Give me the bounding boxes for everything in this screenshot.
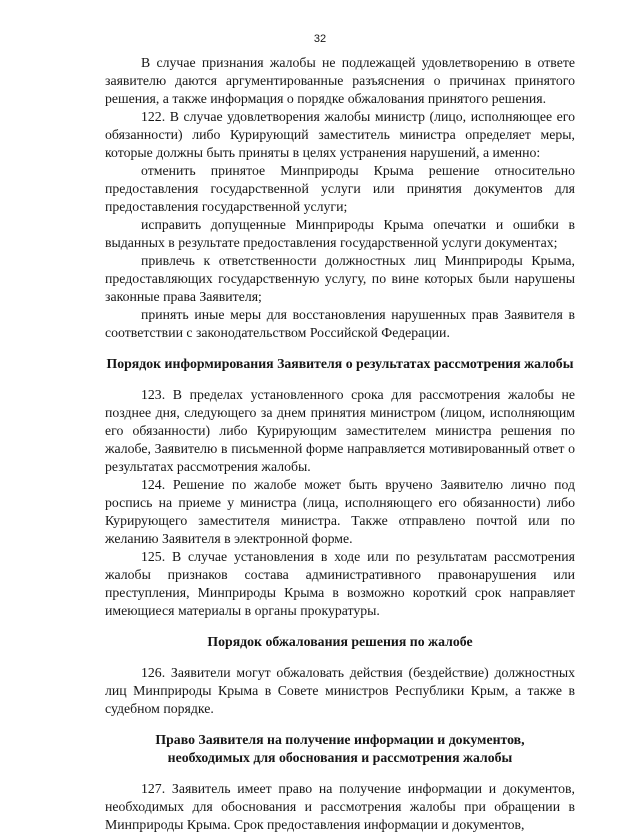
measure-hold-liable: привлечь к ответственности должностных лиц Минприроды Крыма, предоставляющих государственную услугу, по вине которых были нарушены законные права Заявителя;	[105, 253, 575, 304]
section-heading-appeal: Порядок обжалования решения по жалобе	[207, 634, 473, 649]
section-heading-informing: Порядок информирования Заявителя о результатах рассмотрения жалобы	[106, 356, 574, 371]
paragraph-122: 122. В случае удовлетворения жалобы министр (лицо, исполняющее его обязанности) либо Курирующий заместитель министра определяет меры, которые должны быть приняты в целях устранения нарушений, а именно:	[105, 109, 575, 160]
measure-other: принять иные меры для восстановления нарушенных прав Заявителя в соответствии с законодательством Российской Федерации.	[105, 307, 575, 340]
paragraph-refusal-reply: В случае признания жалобы не подлежащей удовлетворению в ответе заявителю даются аргументированные разъяснения о причинах принятого решения, а также информация о порядке обжалования принятого решения.	[105, 55, 575, 106]
paragraph-125: 125. В случае установления в ходе или по результатам рассмотрения жалобы признаков состава административного правонарушения или преступления, Минприроды Крыма в возможно короткий срок направляет имеющиеся материалы в органы прокуратуры.	[105, 549, 575, 618]
page-number: 32	[313, 33, 327, 45]
section-heading-right-to-info-line2: необходимых для обоснования и рассмотрения жалобы	[167, 750, 513, 765]
section-heading-right-to-info	[105, 731, 575, 767]
document-body	[105, 54, 575, 834]
paragraph-126: 126. Заявители могут обжаловать действия (бездействие) должностных лиц Минприроды Крыма в Совете министров Республики Крым, а также в судебном порядке.	[105, 665, 575, 716]
paragraph-127: 127. Заявитель имеет право на получение информации и документов, необходимых для обоснования и рассмотрения жалобы при обращении в Минприроды Крыма. Срок предоставления информации и документов,	[105, 781, 575, 832]
measure-cancel-decision: отменить принятое Минприроды Крыма решение относительно предоставления государственной услуги или принятия документов для предоставления государственной услуги;	[105, 163, 575, 214]
paragraph-124: 124. Решение по жалобе может быть вручено Заявителю лично под роспись на приеме у министра (лица, исполняющего его обязанности) либо Курирующего заместителя министра. Также отправлено почтой или по желанию Заявителя в электронной форме.	[105, 477, 575, 546]
paragraph-123: 123. В пределах установленного срока для рассмотрения жалобы не позднее дня, следующего за днем принятия министром (лицом, исполняющим его обязанности) либо Курирующим заместителем министра решения по жалобе, Заявителю в письменной форме направляется мотивированный ответ о результатах рассмотрения жалобы.	[105, 387, 575, 474]
section-heading-right-to-info-line1: Право Заявителя на получение информации и документов,	[155, 732, 525, 747]
measure-fix-errors: исправить допущенные Минприроды Крыма опечатки и ошибки в выданных в результате предоставления государственной услуги документах;	[105, 217, 575, 250]
